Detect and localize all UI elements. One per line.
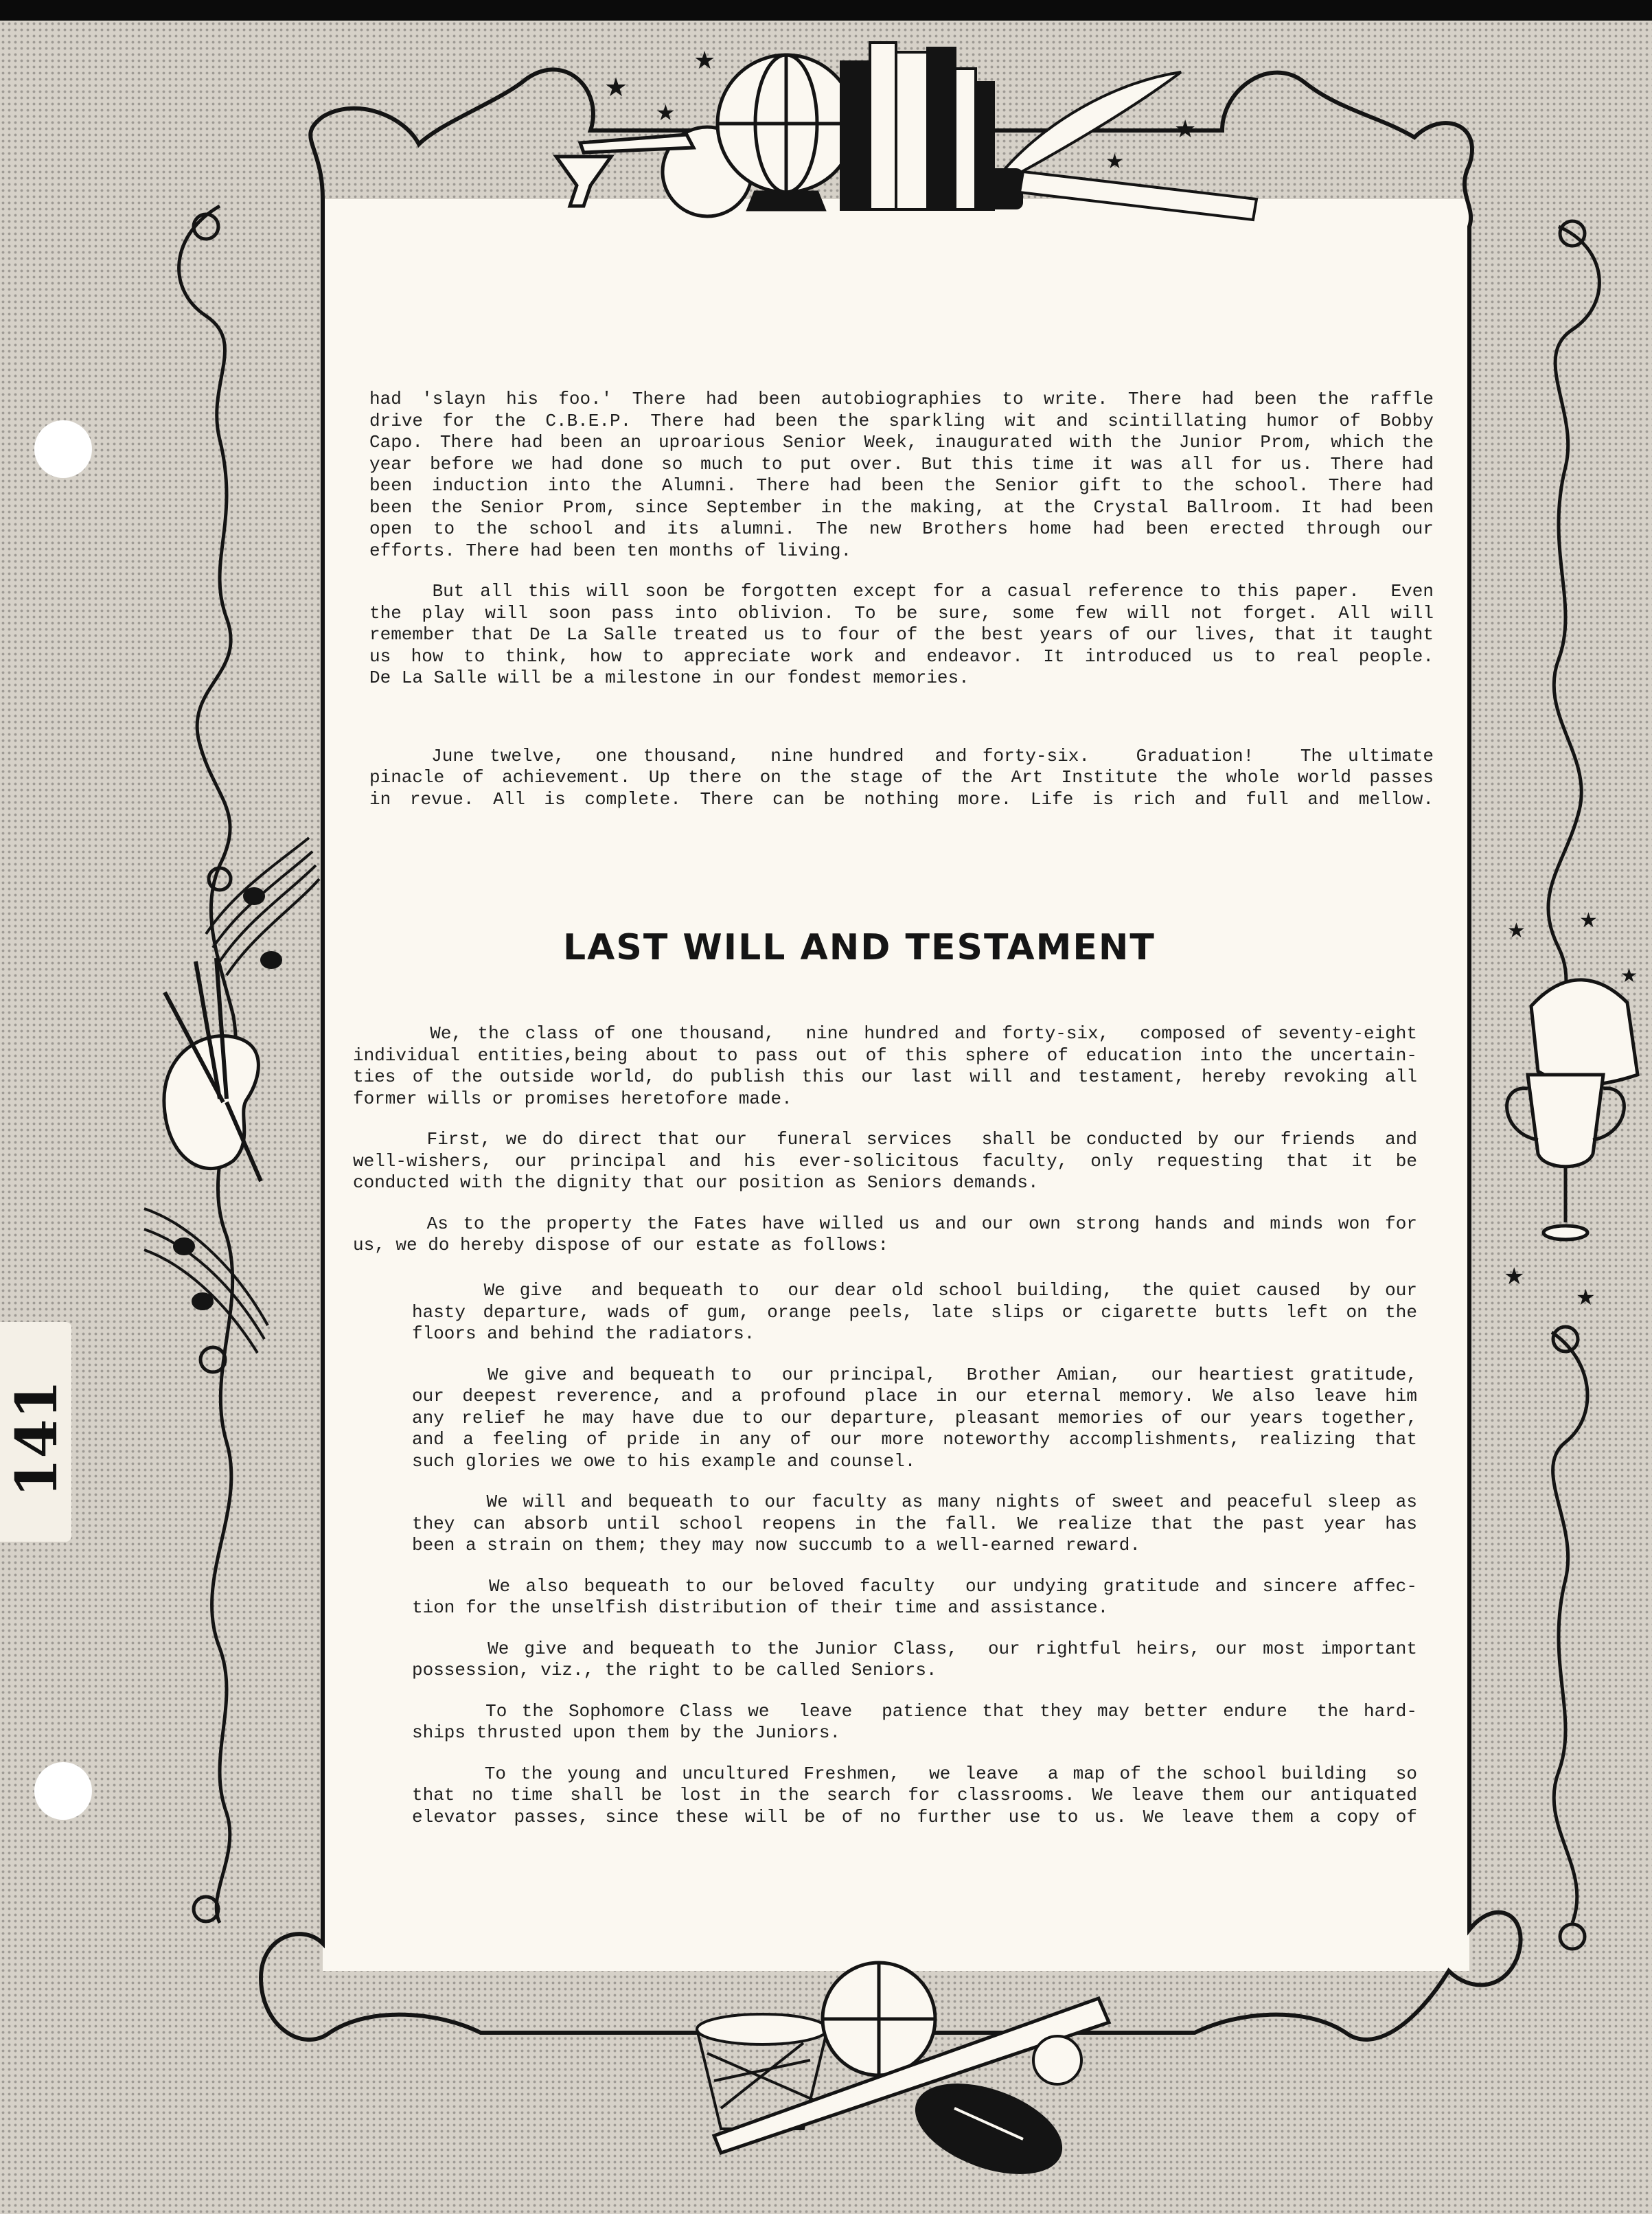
- text-line: To the young and uncultured Freshmen, we leave a map of the school building so: [412, 1763, 1417, 1784]
- text-line: us, we do hereby dispose of our estate as follows:: [353, 1235, 889, 1255]
- page-number: 141: [4, 1380, 70, 1498]
- text-line: any relief he may have due to our departure, pleasant memories of our years together,: [412, 1407, 1417, 1428]
- page-title: LAST WILL AND TESTAMENT: [563, 927, 1156, 968]
- text-line: conducted with the dignity that our position as Seniors demands.: [353, 1172, 1039, 1193]
- text-line: ships thrusted upon them by the Juniors.: [412, 1722, 841, 1743]
- will-paragraph: [353, 1023, 1417, 1110]
- bequest-paragraph: [412, 1280, 1417, 1345]
- text-line: that no time shall be lost in the search for classrooms. We leave them our antiquated: [412, 1785, 1417, 1805]
- cocktail-glass-icon: [556, 157, 611, 206]
- svg-text:★: ★: [1576, 1284, 1596, 1310]
- will-section: [353, 1023, 1417, 1276]
- will-paragraph: [353, 1213, 1417, 1257]
- svg-text:★: ★: [656, 100, 676, 126]
- text-line: been the Senior Prom, since September in the making, at the Crystal Ballroom. It had been: [369, 497, 1434, 518]
- baseball-icon: [1033, 2036, 1081, 2084]
- text-line: year before we had done so much to put over. But this time it was all for us. There had: [369, 453, 1434, 475]
- text-line: such glories we owe to his example and counsel.: [412, 1450, 916, 1472]
- text-line: We will and bequeath to our faculty as many nights of sweet and peaceful sleep as: [412, 1492, 1417, 1512]
- text-line: tion for the unselfish distribution of their time and assistance.: [412, 1597, 1109, 1618]
- text-line: pinacle of achievement. Up there on the stage of the Art Institute the whole world passes: [369, 767, 1434, 788]
- text-line: We give and bequeath to our principal, Brother Amian, our heartiest gratitude,: [412, 1364, 1417, 1385]
- text-line: possession, viz., the right to be called Seniors.: [412, 1660, 937, 1680]
- text-line: But all this will soon be forgotten except for a casual reference to this paper. Even: [369, 581, 1434, 602]
- text-line: De La Salle will be a milestone in our fondest memories.: [369, 667, 970, 688]
- text-line: well-wishers, our principal and his ever-solicitous faculty, only requesting that it be: [353, 1150, 1417, 1172]
- text-line: individual entities,being about to pass out of this sphere of education into the uncertain-: [353, 1045, 1417, 1066]
- text-line: To the Sophomore Class we leave patience that they may better endure the hard-: [412, 1700, 1417, 1722]
- bequests-section: [412, 1280, 1417, 1847]
- bequest-paragraph: [412, 1701, 1417, 1744]
- text-line: We, the class of one thousand, nine hundred and forty-six, composed of seventy-eight: [353, 1023, 1417, 1044]
- text-line: We also bequeath to our beloved faculty our undying gratitude and sincere affec-: [412, 1575, 1417, 1597]
- text-line: open to the school and its alumni. The new Brothers home had been erected through our: [369, 518, 1434, 539]
- books-icon: [841, 43, 994, 209]
- bequest-paragraph: [412, 1365, 1417, 1473]
- intro-paragraph: [369, 581, 1434, 689]
- text-line: We give and bequeath to our dear old school building, the quiet caused by our: [412, 1280, 1417, 1301]
- text-line: Capo. There had been an uproarious Senior Week, inaugurated with the Junior Prom, which the: [369, 432, 1434, 453]
- text-line: First, we do direct that our funeral services shall be conducted by our friends and: [353, 1129, 1417, 1150]
- bequest-paragraph: [412, 1639, 1417, 1682]
- text-line: As to the property the Fates have willed us and our own strong hands and minds won for: [353, 1213, 1417, 1234]
- text-line: they can absorb until school reopens in the fall. We realize that the past year has: [412, 1513, 1417, 1534]
- text-line: us how to think, how to appreciate work and endeavor. It introduced us to real people.: [369, 646, 1434, 667]
- text-line: had 'slayn his foo.' There had been autobiographies to write. There had been the raffle: [369, 389, 1434, 409]
- football-icon: [905, 2068, 1072, 2191]
- trophy-cup-icon: [1507, 980, 1638, 1240]
- text-line: the play will soon pass into oblivion. To be sure, some few will not forget. All will: [369, 602, 1434, 624]
- svg-text:★: ★: [1579, 909, 1598, 933]
- svg-text:★: ★: [1620, 964, 1638, 987]
- text-line: We give and bequeath to the Junior Class, our rightful heirs, our most important: [412, 1638, 1417, 1659]
- text-line: been a strain on them; they may now succumb to a well-earned reward.: [412, 1535, 1140, 1555]
- svg-text:★: ★: [1174, 115, 1197, 144]
- text-line: efforts. There had been ten months of living.: [369, 540, 852, 561]
- bequest-paragraph: [412, 1492, 1417, 1557]
- svg-text:★: ★: [1504, 1263, 1525, 1290]
- text-line: been induction into the Alumni. There had been the Senior gift to the school. There had: [369, 475, 1434, 496]
- svg-text:★: ★: [693, 47, 716, 75]
- text-line: and a feeling of pride in any of our more noteworthy accomplishments, realizing that: [412, 1429, 1417, 1450]
- intro-paragraph: [369, 389, 1434, 562]
- svg-text:★: ★: [1507, 919, 1526, 943]
- text-line: floors and behind the radiators.: [412, 1323, 755, 1344]
- text-line: June twelve, one thousand, nine hundred and forty-six. Graduation! The ultimate: [369, 745, 1434, 766]
- text-line: drive for the C.B.E.P. There had been the sparkling wit and scintillating humor of Bobby: [369, 410, 1434, 431]
- will-paragraph: [353, 1129, 1417, 1194]
- basketball-icon: [823, 1963, 935, 2075]
- text-line: our deepest reverence, and a profound place in our eternal memory. We also leave him: [412, 1386, 1417, 1406]
- text-line: elevator passes, since these will be of no further use to us. We leave them a copy of: [412, 1806, 1417, 1827]
- quill-pen-icon: [1002, 72, 1181, 179]
- intro-paragraph: [369, 746, 1434, 811]
- bequest-paragraph: [412, 1576, 1417, 1619]
- bequest-paragraph: [412, 1764, 1417, 1829]
- text-line: hasty departure, wads of gum, orange peels, late slips or cigarette butts left on the: [412, 1301, 1417, 1323]
- intro-section: [369, 389, 1434, 830]
- svg-text:★: ★: [1105, 150, 1124, 174]
- text-line: remember that De La Salle treated us to four of the best years of our lives, that it taught: [369, 624, 1434, 645]
- inkwell-icon: [982, 168, 1023, 209]
- text-line: ties of the outside world, do publish this our last will and testament, hereby revoking all: [353, 1066, 1417, 1087]
- text-line: former wills or promises heretofore made.: [353, 1088, 792, 1109]
- svg-text:★: ★: [604, 72, 628, 102]
- text-line: in revue. All is complete. There can be nothing more. Life is rich and full and mellow.: [369, 788, 1434, 810]
